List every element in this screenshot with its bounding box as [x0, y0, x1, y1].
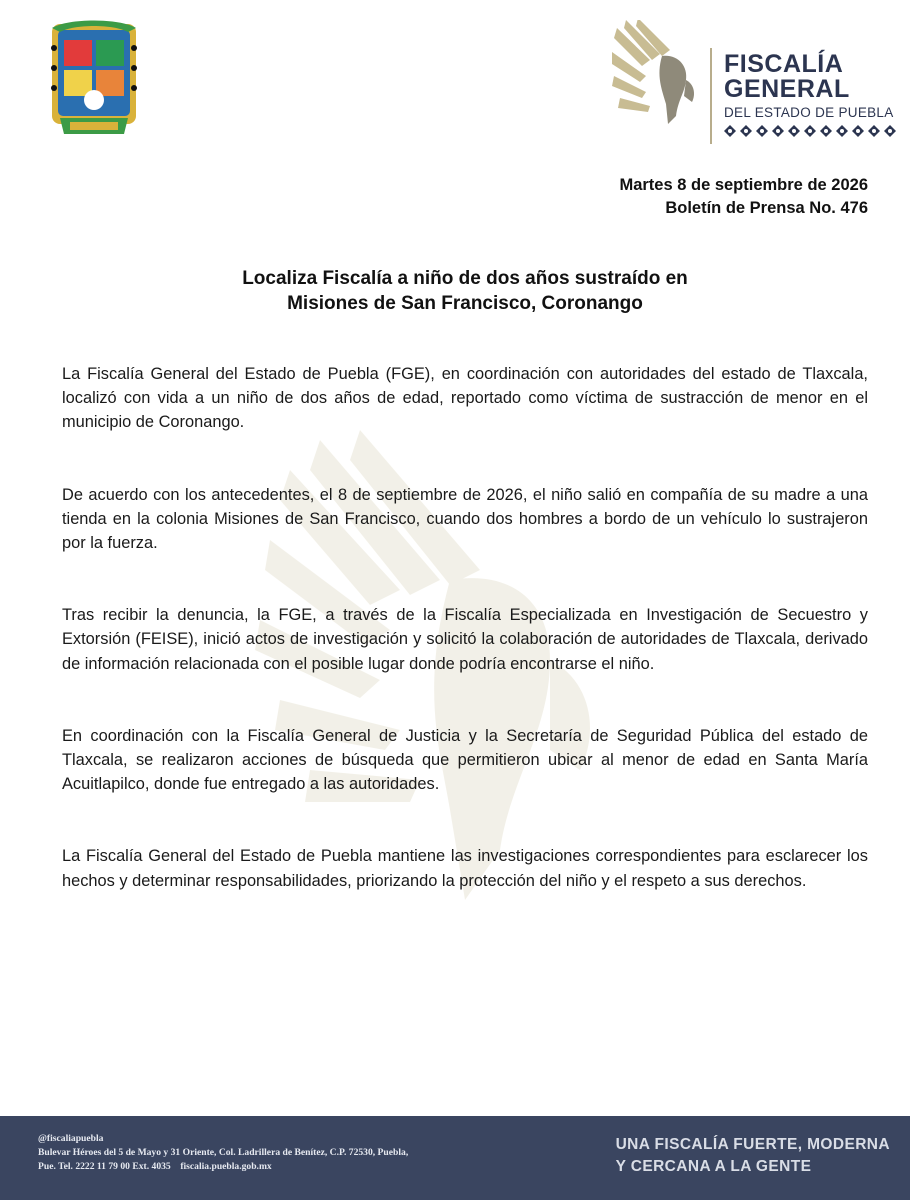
- headline-line-1: Localiza Fiscalía a niño de dos años sustraído en: [242, 268, 688, 289]
- press-headline: [0, 266, 910, 316]
- dateline: [619, 174, 868, 220]
- footer-contact: [38, 1132, 408, 1174]
- footer-address-line-2: Pue. Tel. 2222 11 79 00 Ext. 4035 fiscalia.puebla.gob.mx: [38, 1161, 272, 1172]
- fiscalia-emblem-icon: [612, 20, 702, 125]
- logo-wordmark: [724, 52, 904, 142]
- logo-pattern-ornament: [724, 125, 900, 137]
- bulletin-number: Boletín de Prensa No. 476: [665, 199, 868, 217]
- headline-line-2: Misiones de San Francisco, Coronango: [287, 293, 643, 314]
- logo-divider: [710, 48, 712, 144]
- bulletin-date: Martes 8 de septiembre de 2026: [619, 176, 868, 194]
- body-paragraph: De acuerdo con los antecedentes, el 8 de septiembre de 2026, el niño salió en compañía de su madre a una tienda en la colonia Misiones de San Francisco, cuando dos hombres a bordo de un vehículo lo sustrajeron por la fuerza.: [62, 485, 868, 553]
- footer-slogan-line-1: UNA FISCALÍA FUERTE, MODERNA: [615, 1136, 890, 1153]
- footer-social-handle: @fiscaliapuebla: [38, 1133, 104, 1144]
- body-paragraph: La Fiscalía General del Estado de Puebla (FGE), en coordinación con autoridades del estado de Tlaxcala, localizó con vida a un niño de dos años de edad, reportado como víctima de sustracción de menor en el municipio de Coronango.: [62, 365, 868, 432]
- body-paragraph: En coordinación con la Fiscalía General de Justicia y la Secretaría de Seguridad Pública del estado de Tlaxcala, se realizaron acciones de búsqueda que permitieron ubicar al menor de edad en Santa María Acuitlapilco, donde fue entregado a las autoridades.: [62, 726, 868, 794]
- state-seal-logo: [48, 18, 140, 142]
- press-body: [62, 362, 868, 941]
- logo-subtitle: DEL ESTADO DE PUEBLA: [724, 105, 894, 120]
- fiscalia-logo: [612, 20, 902, 130]
- page-footer: [0, 1116, 910, 1200]
- logo-line-fiscalia: FISCALÍA: [724, 50, 844, 78]
- body-paragraph: Tras recibir la denuncia, la FGE, a través de la Fiscalía Especializada en Investigación de Secuestro y Extorsión (FEISE), inició actos de investigación y solicitó la colaboración de autoridades de Tlaxcala, derivado de información relacionada con el posible lugar donde podría encontrarse el niño.: [62, 606, 868, 673]
- footer-slogan: [616, 1134, 890, 1178]
- body-paragraph: La Fiscalía General del Estado de Puebla mantiene las investigaciones correspondientes para esclarecer los hechos y determinar responsabilidades, priorizando la protección del niño y el respeto a sus derechos.: [62, 847, 868, 890]
- logo-line-general: GENERAL: [724, 75, 850, 103]
- footer-slogan-line-2: Y CERCANA A LA GENTE: [615, 1158, 812, 1175]
- footer-address-line-1: Bulevar Héroes del 5 de Mayo y 31 Oriente, Col. Ladrillera de Benítez, C.P. 72530, Puebla,: [38, 1147, 409, 1158]
